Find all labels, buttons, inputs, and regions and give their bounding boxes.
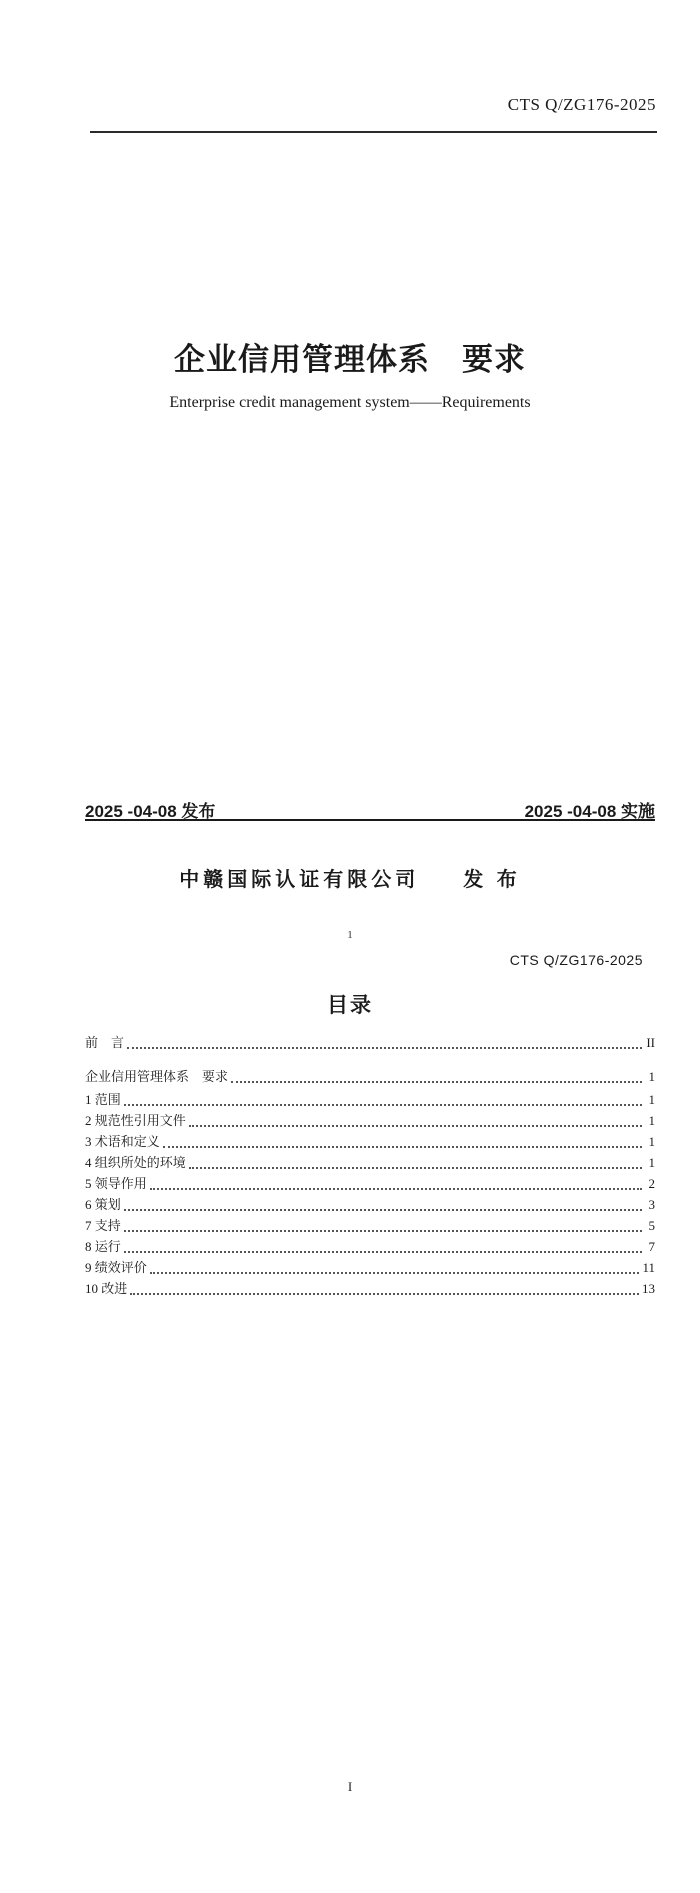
publish-label: 发 布 (463, 869, 521, 891)
toc-page-number: 3 (648, 1197, 655, 1212)
toc-title: 目录 (327, 993, 373, 1017)
toc-label: 2 规范性引用文件 (85, 1113, 186, 1128)
toc-row (85, 1257, 655, 1278)
toc-row (85, 1215, 655, 1236)
toc-label: 3 术语和定义 (85, 1134, 160, 1149)
toc-row (85, 1236, 655, 1257)
page-number-toc: I (347, 1779, 353, 1794)
toc-row (85, 1131, 655, 1152)
date-divider-line (85, 819, 655, 821)
toc-row (85, 1032, 655, 1053)
toc-page-number: 7 (648, 1239, 655, 1254)
toc-page-number: 1 (648, 1155, 655, 1170)
toc-leader-dots (163, 1146, 642, 1148)
toc-label: 企业信用管理体系 要求 (85, 1069, 229, 1084)
toc-row (85, 1173, 655, 1194)
toc-row (85, 1194, 655, 1215)
toc-row (85, 1089, 655, 1110)
toc-page-number: 1 (648, 1134, 655, 1149)
document-title: 企业信用管理体系 要求 (174, 342, 526, 377)
toc-page-number: II (646, 1035, 655, 1050)
toc-leader-dots (189, 1167, 642, 1169)
toc-label: 10 改进 (85, 1281, 128, 1296)
toc-row (85, 1278, 655, 1299)
toc-leader-dots (130, 1293, 639, 1295)
toc-page-number: 13 (642, 1281, 655, 1296)
toc-page-number: 2 (648, 1176, 655, 1191)
toc-label: 7 支持 (85, 1218, 121, 1233)
issue-date: 2025 -04-08 发布 (85, 802, 216, 821)
implement-date: 2025 -04-08 实施 (524, 802, 655, 821)
toc-leader-dots (189, 1125, 642, 1127)
toc-leader-dots (231, 1081, 642, 1083)
toc-leader-dots (124, 1230, 642, 1232)
toc-page-number: 1 (648, 1092, 655, 1107)
toc-page-number: 5 (648, 1218, 655, 1233)
toc-row (85, 1066, 655, 1087)
toc-row (85, 1152, 655, 1173)
toc-leader-dots (127, 1047, 642, 1049)
toc-leader-dots (124, 1104, 642, 1106)
document-subtitle-english: Enterprise credit management system——Requirements (169, 394, 531, 411)
toc-leader-dots (124, 1251, 642, 1253)
standard-code-header: CTS Q/ZG176-2025 (507, 95, 656, 114)
toc-label: 8 运行 (85, 1239, 121, 1254)
toc-label: 前 言 (85, 1035, 125, 1050)
toc-leader-dots (150, 1272, 640, 1274)
standard-code-header-toc: CTS Q/ZG176-2025 (509, 952, 643, 968)
toc-label: 6 策划 (85, 1197, 121, 1212)
toc-page-number: 11 (642, 1260, 655, 1275)
toc-label: 1 范围 (85, 1092, 121, 1107)
toc-leader-dots (150, 1188, 642, 1190)
toc-label: 4 组织所处的环境 (85, 1155, 186, 1170)
table-of-contents (85, 1032, 655, 1299)
toc-label: 9 绩效评价 (85, 1260, 147, 1275)
toc-page-number: 1 (648, 1113, 655, 1128)
toc-row (85, 1110, 655, 1131)
toc-leader-dots (124, 1209, 642, 1211)
toc-label: 5 领导作用 (85, 1176, 147, 1191)
header-divider-line (90, 131, 657, 133)
publisher-name: 中赣国际认证有限公司 (179, 869, 420, 891)
page-number-cover: 1 (347, 929, 353, 941)
toc-page-number: 1 (648, 1069, 655, 1084)
publisher-row (0, 863, 700, 892)
